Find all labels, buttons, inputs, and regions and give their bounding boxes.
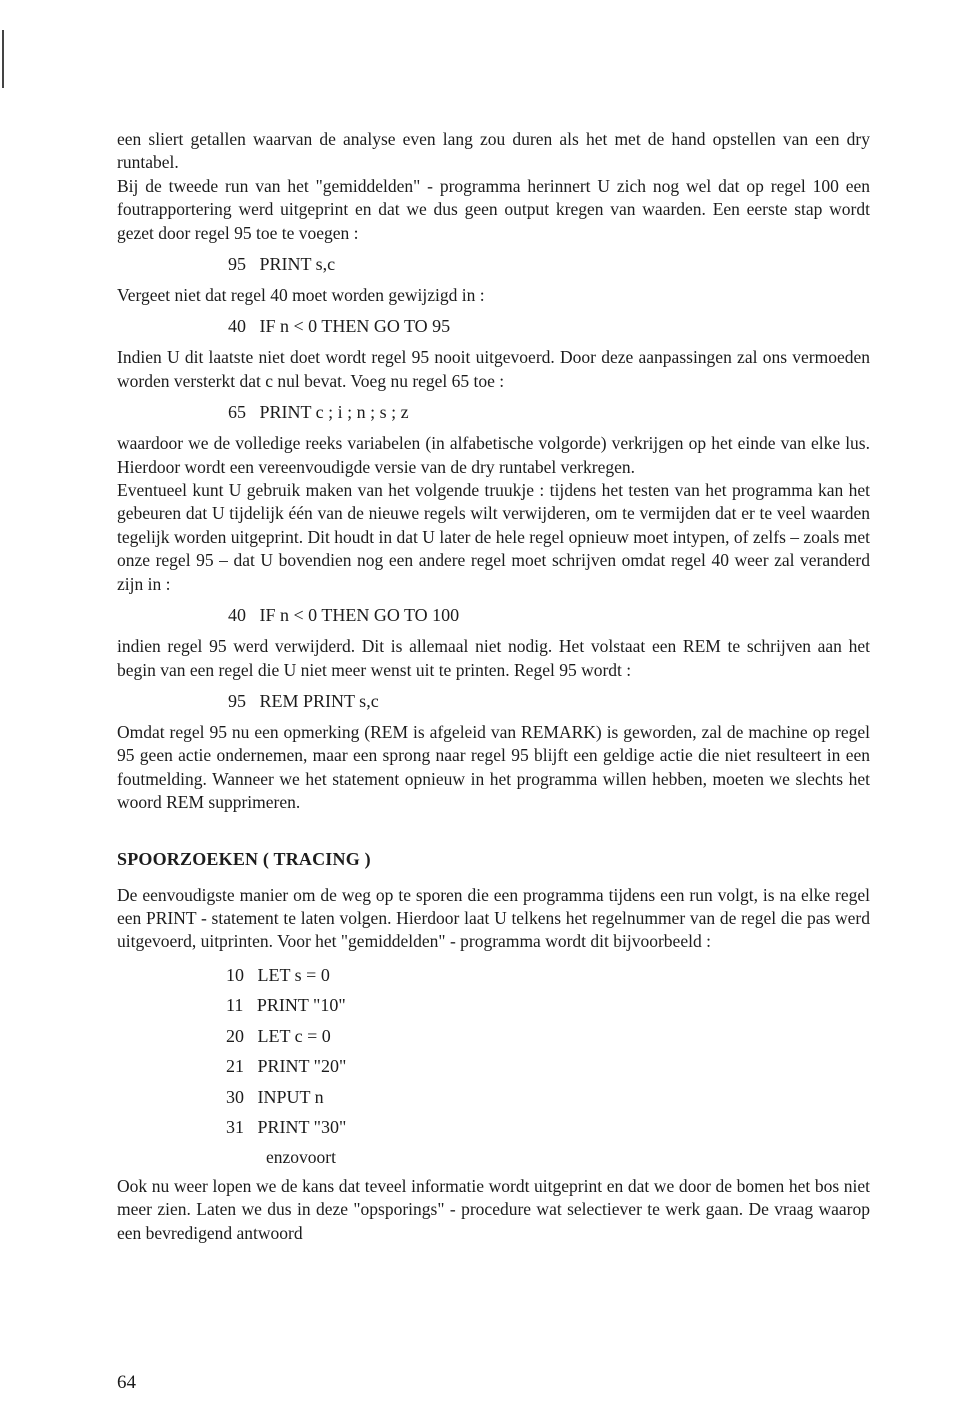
paragraph: indien regel 95 werd verwijderd. Dit is allemaal niet nodig. Het volstaat een REM te schrijven aan het begin van een regel die U niet meer wenst uit te printen. Regel 95 wordt : xyxy=(117,636,870,680)
paragraph: Vergeet niet dat regel 40 moet worden gewijzigd in : xyxy=(117,285,485,306)
paragraph: een sliert getallen waarvan de analyse even lang zou duren als het met de hand opstellen van een dry runtabel. xyxy=(117,129,870,173)
code-line: 95 PRINT s,c xyxy=(228,254,336,275)
paragraph: Indien U dit laatste niet doet wordt regel 95 nooit uitgevoerd. Door deze aanpassingen zal ons vermoeden worden versterkt dat c nul bevat. Voeg nu regel 65 toe : xyxy=(117,347,870,391)
page-number: 64 xyxy=(117,1372,136,1393)
listing-line: 10 LET s = 0 xyxy=(226,964,330,985)
listing-continuation: enzovoort xyxy=(266,1146,336,1167)
paragraph: Ook nu weer lopen we de kans dat teveel informatie wordt uitgeprint en dat we door de bomen het bos niet meer zien. Laten we dus in deze "opsporings" - procedure wat selectiever te werk gaan. De vraag waarop een bevredigend antwoord xyxy=(117,1175,870,1243)
page-body xyxy=(117,128,870,1245)
paragraph: Bij de tweede run van het "gemiddelden" - programma herinnert U zich nog wel dat op regel 100 een foutrapportering werd uitgeprint en dat we dus geen output kregen van waarden. Een eerste stap wordt gezet door regel 95 toe te voegen : xyxy=(117,175,870,243)
code-line: 40 IF n < 0 THEN GO TO 100 xyxy=(228,605,460,626)
paragraph: waardoor we de volledige reeks variabelen (in alfabetische volgorde) verkrijgen op het einde van elke lus. Hierdoor wordt een vereenvoudigde versie van de dry runtabel verkregen. xyxy=(117,433,870,477)
listing-line: 20 LET c = 0 xyxy=(226,1025,331,1046)
section-heading: SPOORZOEKEN ( TRACING ) xyxy=(117,848,371,869)
listing-line: 30 INPUT n xyxy=(226,1086,324,1107)
scan-edge-mark xyxy=(2,30,4,88)
paragraph: Eventueel kunt U gebruik maken van het volgende truukje : tijdens het testen van het programma kan het gebeuren dat U tijdelijk één van de nieuwe regels wilt verwijderen, om te vermijden dat er te veel waarden tegelijk worden uitgeprint. Dit houdt in dat U later de hele regel opnieuw moet intypen, of zelfs – zoals met onze regel 95 – dat U bovendien nog een andere regel moet schrijven omdat regel 40 weer zal veranderd zijn in : xyxy=(117,480,870,594)
paragraph: Omdat regel 95 nu een opmerking (REM is afgeleid van REMARK) is geworden, zal de machine op regel 95 geen actie ondernemen, maar een sprong naar regel 95 blijft een geldige actie die niet resulteert in een foutmelding. Wanneer we het statement opnieuw in het programma willen hebben, moeten we slechts het woord REM supprimeren. xyxy=(117,721,870,813)
listing-line: 11 PRINT "10" xyxy=(226,995,346,1016)
program-listing xyxy=(226,960,870,1171)
code-line: 95 REM PRINT s,c xyxy=(228,690,379,711)
code-line: 65 PRINT c ; i ; n ; s ; z xyxy=(228,402,409,423)
listing-line: 21 PRINT "20" xyxy=(226,1056,347,1077)
paragraph: De eenvoudigste manier om de weg op te sporen die een programma tijdens een run volgt, is na elke regel een PRINT - statement te laten volgen. Hierdoor laat U telkens het regelnummer van de regel die pas werd uitgevoerd, uitprinten. Voor het "gemiddelden" - programma wordt dit bijvoorbeeld : xyxy=(117,884,870,952)
code-line: 40 IF n < 0 THEN GO TO 95 xyxy=(228,316,451,337)
listing-line: 31 PRINT "30" xyxy=(226,1117,347,1138)
